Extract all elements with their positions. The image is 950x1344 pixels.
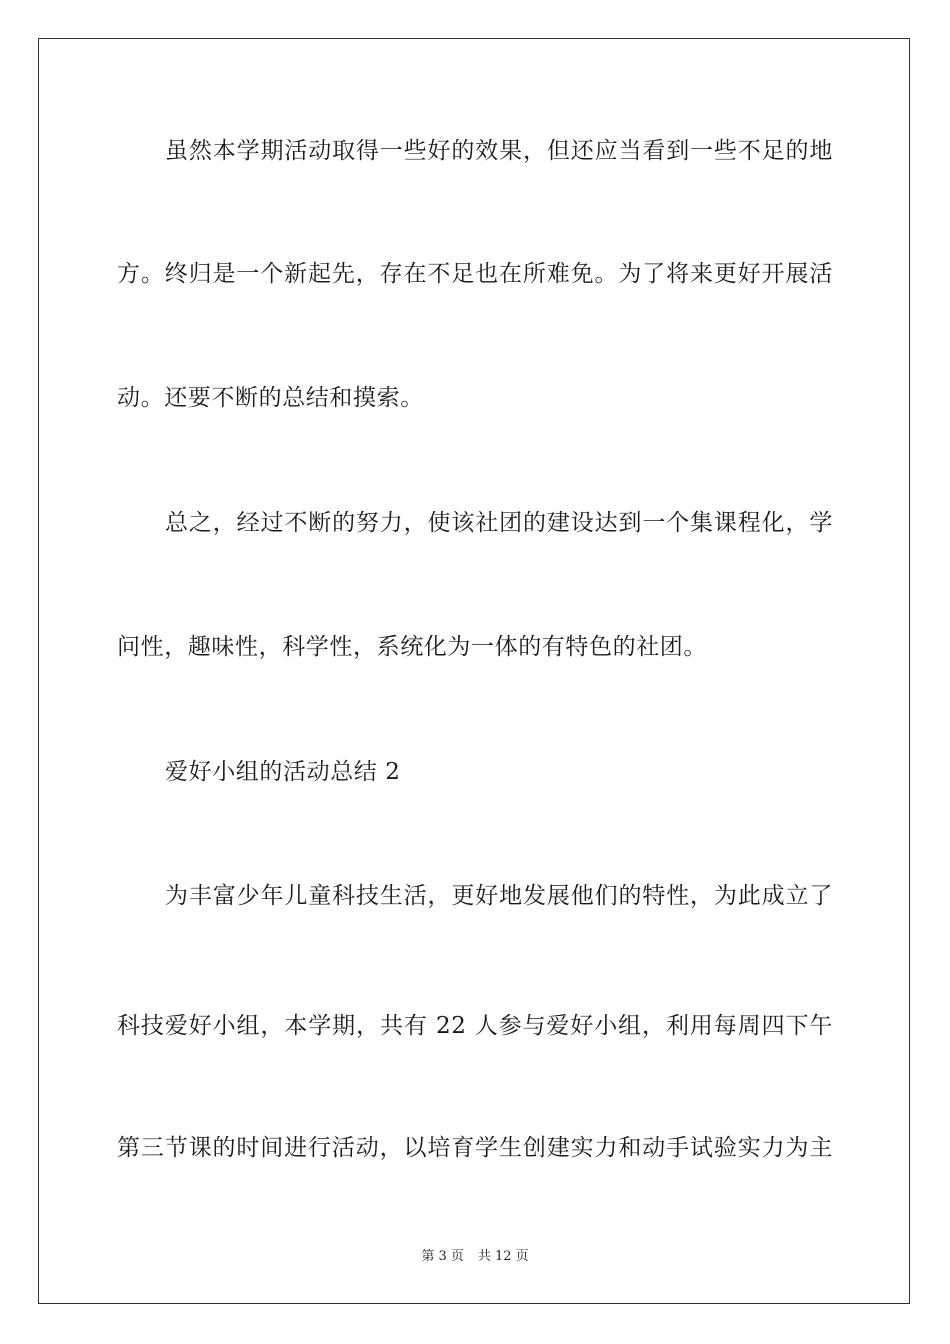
text-line-4: 总之，经过不断的努力，使该社团的建设达到一个集课程化，学 (165, 510, 833, 536)
text-line-7: 为丰富少年儿童科技生活，更好地发展他们的特性，为此成立了 (165, 883, 833, 909)
text-line-2: 方。终归是一个新起先，存在不足也在所难免。为了将来更好开展活 (117, 261, 833, 287)
page-footer (0, 1248, 950, 1266)
text-line-9: 第三节课的时间进行活动，以培育学生创建实力和动手试验实力为主 (117, 1135, 833, 1161)
text-line-5: 问性，趣味性，科学性，系统化为一体的有特色的社团。 (117, 634, 707, 660)
total-pages: 共 12 页 (477, 1249, 529, 1264)
page-border (38, 38, 910, 1304)
text-line-1: 虽然本学期活动取得一些好的效果，但还应当看到一些不足的地 (165, 138, 833, 164)
text-line-3: 动。还要不断的总结和摸索。 (117, 385, 424, 411)
text-line-8: 科技爱好小组，本学期，共有 22 人参与爱好小组，利用每周四下午 (117, 1013, 833, 1039)
page-number: 第 3 页 (421, 1249, 464, 1264)
section-heading: 爱好小组的活动总结 2 (165, 759, 401, 785)
